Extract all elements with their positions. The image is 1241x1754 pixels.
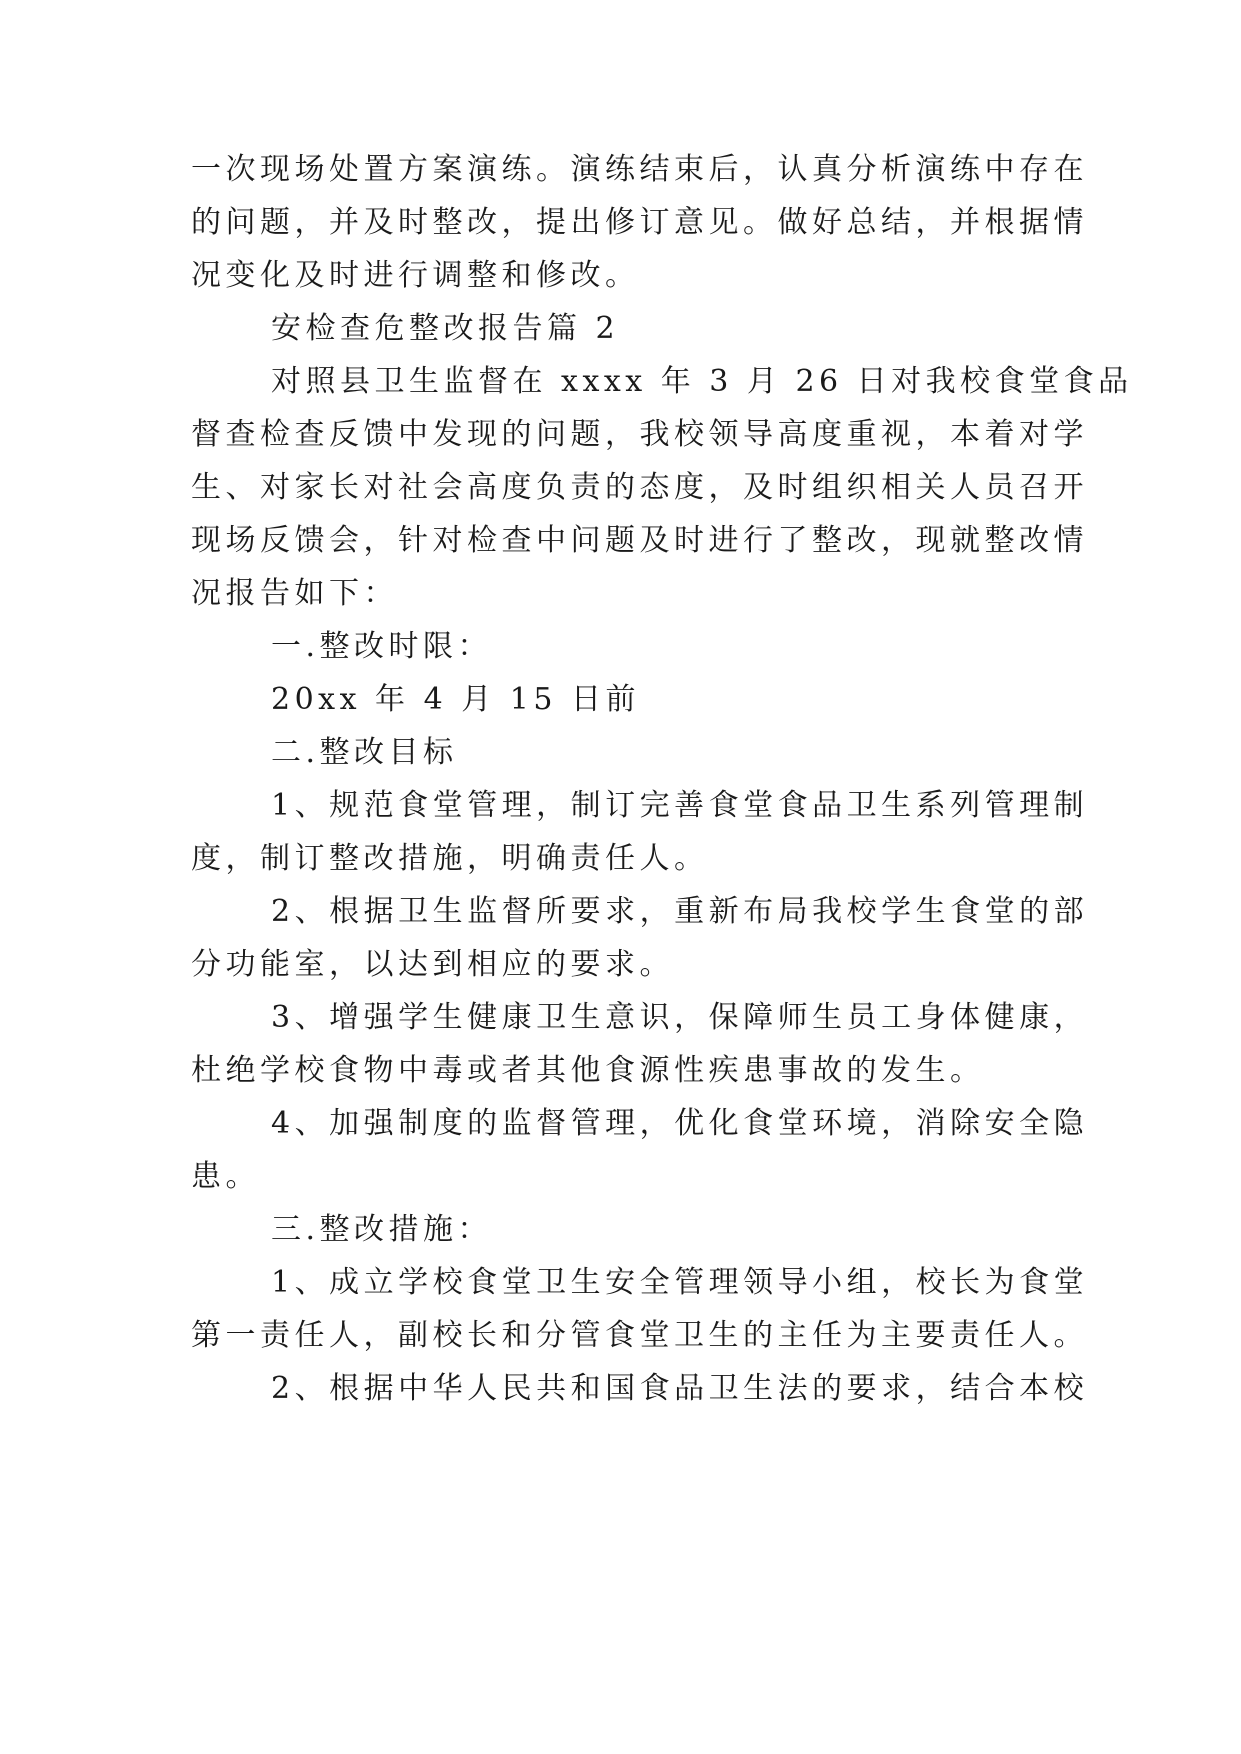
text-line: 对照县卫生监督在 xxxx 年 3 月 26 日对我校食堂食品	[271, 364, 1133, 399]
text-line: 生、对家长对社会高度负责的态度，及时组织相关人员召开	[191, 470, 1088, 505]
subheading: 一.整改时限：	[271, 629, 493, 664]
text-line: 况变化及时进行调整和修改。	[191, 258, 640, 293]
text-line: 3、增强学生健康卫生意识，保障师生员工身体健康，	[271, 1000, 1089, 1035]
text-line: 4、加强制度的监督管理，优化食堂环境，消除安全隐	[271, 1106, 1089, 1141]
text-line: 度，制订整改措施，明确责任人。	[191, 841, 709, 876]
subheading: 三.整改措施：	[271, 1212, 493, 1247]
text-line: 分功能室，以达到相应的要求。	[191, 947, 674, 982]
text-line: 患。	[191, 1159, 260, 1194]
subheading: 二.整改目标	[271, 735, 458, 770]
text-line: 2、根据中华人民共和国食品卫生法的要求，结合本校	[271, 1371, 1089, 1406]
text-line: 一次现场处置方案演练。演练结束后，认真分析演练中存在	[191, 152, 1088, 187]
text-line: 的问题，并及时整改，提出修订意见。做好总结，并根据情	[191, 205, 1088, 240]
text-line: 20xx 年 4 月 15 日前	[271, 682, 640, 717]
text-line: 督查检查反馈中发现的问题，我校领导高度重视，本着对学	[191, 417, 1088, 452]
section-heading: 安检查危整改报告篇 2	[271, 311, 620, 346]
text-line: 1、规范食堂管理，制订完善食堂食品卫生系列管理制	[271, 788, 1089, 823]
text-line: 现场反馈会，针对检查中问题及时进行了整改，现就整改情	[191, 523, 1088, 558]
text-line: 第一责任人，副校长和分管食堂卫生的主任为主要责任人。	[191, 1318, 1088, 1353]
text-line: 2、根据卫生监督所要求，重新布局我校学生食堂的部	[271, 894, 1089, 929]
text-line: 杜绝学校食物中毒或者其他食源性疾患事故的发生。	[191, 1053, 985, 1088]
text-line: 1、成立学校食堂卫生安全管理领导小组，校长为食堂	[271, 1265, 1089, 1300]
text-line: 况报告如下：	[191, 576, 398, 611]
